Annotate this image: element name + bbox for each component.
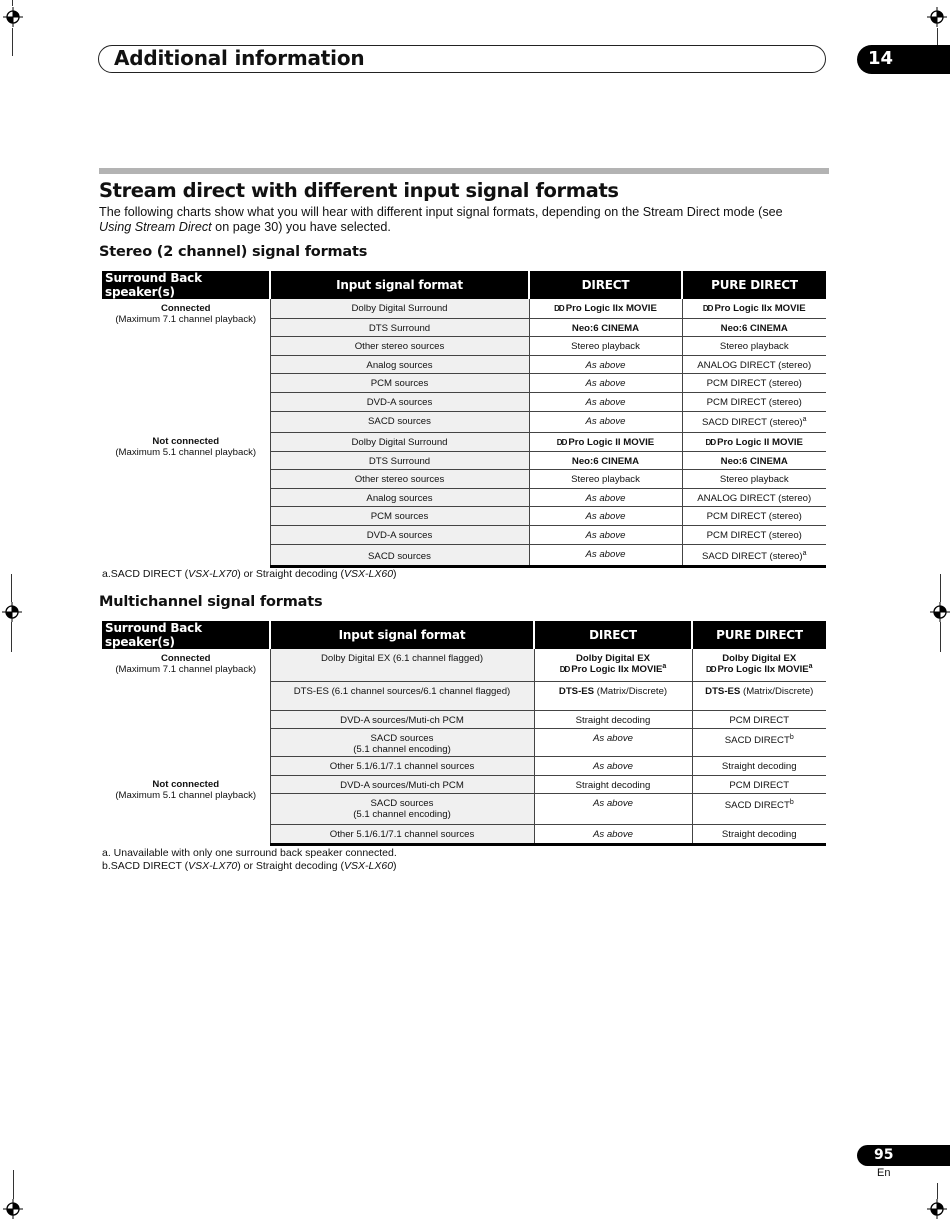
column-header: DIRECT bbox=[529, 271, 682, 299]
column-header: DIRECT bbox=[534, 621, 692, 649]
intro-reference-link[interactable]: Using Stream Direct bbox=[99, 220, 212, 234]
table-row: DTS Surround Neo:6 CINEMA Neo:6 CINEMA bbox=[102, 318, 826, 336]
speaker-status-cell: Connected (Maximum 7.1 channel playback) bbox=[102, 299, 270, 432]
table-row: Other 5.1/6.1/7.1 channel sources As above Straight decoding bbox=[102, 824, 826, 844]
table-header-row bbox=[102, 621, 826, 649]
registration-mark-icon bbox=[927, 7, 947, 27]
table-row: SACD sources (5.1 channel encoding) As above SACD DIRECT$^b$ bbox=[102, 793, 826, 824]
column-header: Surround Back speaker(s) bbox=[102, 621, 270, 649]
multichannel-footnote-b: b.SACD DIRECT (VSX-LX70) or Straight decoding (VSX-LX60) bbox=[102, 860, 397, 872]
dolby-dd-icon: DD bbox=[705, 437, 716, 447]
table-row: Not connected (Maximum 5.1 channel playback) DVD-A sources/Muti-ch PCM Straight decoding PCM DIRECT bbox=[102, 775, 826, 793]
dolby-dd-icon: DD bbox=[556, 437, 567, 447]
registration-mark-icon bbox=[930, 602, 950, 622]
table-row: PCM sources As above PCM DIRECT (stereo) bbox=[102, 506, 826, 525]
dolby-dd-icon: DD bbox=[554, 304, 564, 313]
table-row: SACD sources (5.1 channel encoding) As above SACD DIRECT$^b$ bbox=[102, 728, 826, 756]
table-row: DVD-A sources/Muti-ch PCM Straight decoding PCM DIRECT bbox=[102, 710, 826, 728]
stereo-footnote-a: a.SACD DIRECT (VSX-LX70) or Straight decoding (VSX-LX60) bbox=[102, 568, 397, 580]
table-row: SACD sources As above SACD DIRECT (stereo)$^a$ bbox=[102, 544, 826, 566]
column-header: Input signal format bbox=[270, 271, 529, 299]
dolby-dd-icon: DD bbox=[705, 665, 716, 674]
section-divider bbox=[99, 168, 829, 174]
column-header: PURE DIRECT bbox=[682, 271, 826, 299]
multichannel-footnote-a: a. Unavailable with only one surround back speaker connected. bbox=[102, 847, 397, 859]
table-row: Not connected (Maximum 5.1 channel playback) Dolby Digital Surround DD Pro Logic II MOVIE DD Pro Logic II MOVIE bbox=[102, 432, 826, 451]
table-row: Connected (Maximum 7.1 channel playback) Dolby Digital EX (6.1 channel flagged) Dolby Digital EX DD Pro Logic IIx MOVIE$^a$ Dolby Digital EX DD Pro Logic IIx MOVIE$^a$ bbox=[102, 649, 826, 681]
table-row: DTS Surround Neo:6 CINEMA Neo:6 CINEMA bbox=[102, 451, 826, 469]
speaker-status-cell: Connected (Maximum 7.1 channel playback) bbox=[102, 649, 270, 775]
multichannel-heading: Multichannel signal formats bbox=[99, 594, 323, 610]
column-header: PURE DIRECT bbox=[692, 621, 826, 649]
table-row: DVD-A sources As above PCM DIRECT (stereo) bbox=[102, 525, 826, 544]
table-row: Connected (Maximum 7.1 channel playback) Dolby Digital Surround DD Pro Logic IIx MOVIE DD Pro Logic IIx MOVIE bbox=[102, 299, 826, 318]
table-row: Other 5.1/6.1/7.1 channel sources As above Straight decoding bbox=[102, 756, 826, 775]
speaker-status-cell: Not connected (Maximum 5.1 channel playback) bbox=[102, 432, 270, 566]
page-number-tab: 95 bbox=[857, 1145, 950, 1166]
multichannel-table bbox=[102, 621, 826, 846]
table-row: PCM sources As above PCM DIRECT (stereo) bbox=[102, 373, 826, 392]
table-row: DVD-A sources As above PCM DIRECT (stereo) bbox=[102, 392, 826, 411]
stereo-table bbox=[102, 271, 826, 568]
registration-mark-icon bbox=[3, 7, 23, 27]
table-row: Analog sources As above ANALOG DIRECT (stereo) bbox=[102, 355, 826, 373]
section-intro: The following charts show what you will hear with different input signal formats, depending on the Stream Direct mode (see Using Stream Direct on page 30) you have selected. bbox=[99, 205, 783, 234]
column-header: Input signal format bbox=[270, 621, 534, 649]
stereo-heading: Stereo (2 channel) signal formats bbox=[99, 244, 368, 260]
column-header: Surround Back speaker(s) bbox=[102, 271, 270, 299]
table-row: Analog sources As above ANALOG DIRECT (stereo) bbox=[102, 488, 826, 506]
page-header-title: Additional information bbox=[114, 46, 365, 70]
table-row: SACD sources As above SACD DIRECT (stereo)$^a$ bbox=[102, 411, 826, 432]
table-header-row bbox=[102, 271, 826, 299]
table-row: Other stereo sources Stereo playback Stereo playback bbox=[102, 469, 826, 488]
registration-mark-icon bbox=[927, 1199, 947, 1219]
dolby-dd-icon: DD bbox=[702, 304, 713, 313]
registration-mark-icon bbox=[2, 602, 22, 622]
section-title: Stream direct with different input signal formats bbox=[99, 179, 619, 202]
table-row: Other stereo sources Stereo playback Stereo playback bbox=[102, 336, 826, 355]
speaker-status-cell: Not connected (Maximum 5.1 channel playback) bbox=[102, 775, 270, 844]
registration-mark-icon bbox=[3, 1199, 23, 1219]
language-label: En bbox=[877, 1167, 891, 1179]
chapter-number-tab: 14 bbox=[857, 45, 950, 74]
dolby-dd-icon: DD bbox=[559, 665, 570, 674]
table-row: DTS-ES (6.1 channel sources/6.1 channel flagged) DTS-ES (Matrix/Discrete) DTS-ES (Matrix/Discrete) bbox=[102, 681, 826, 710]
